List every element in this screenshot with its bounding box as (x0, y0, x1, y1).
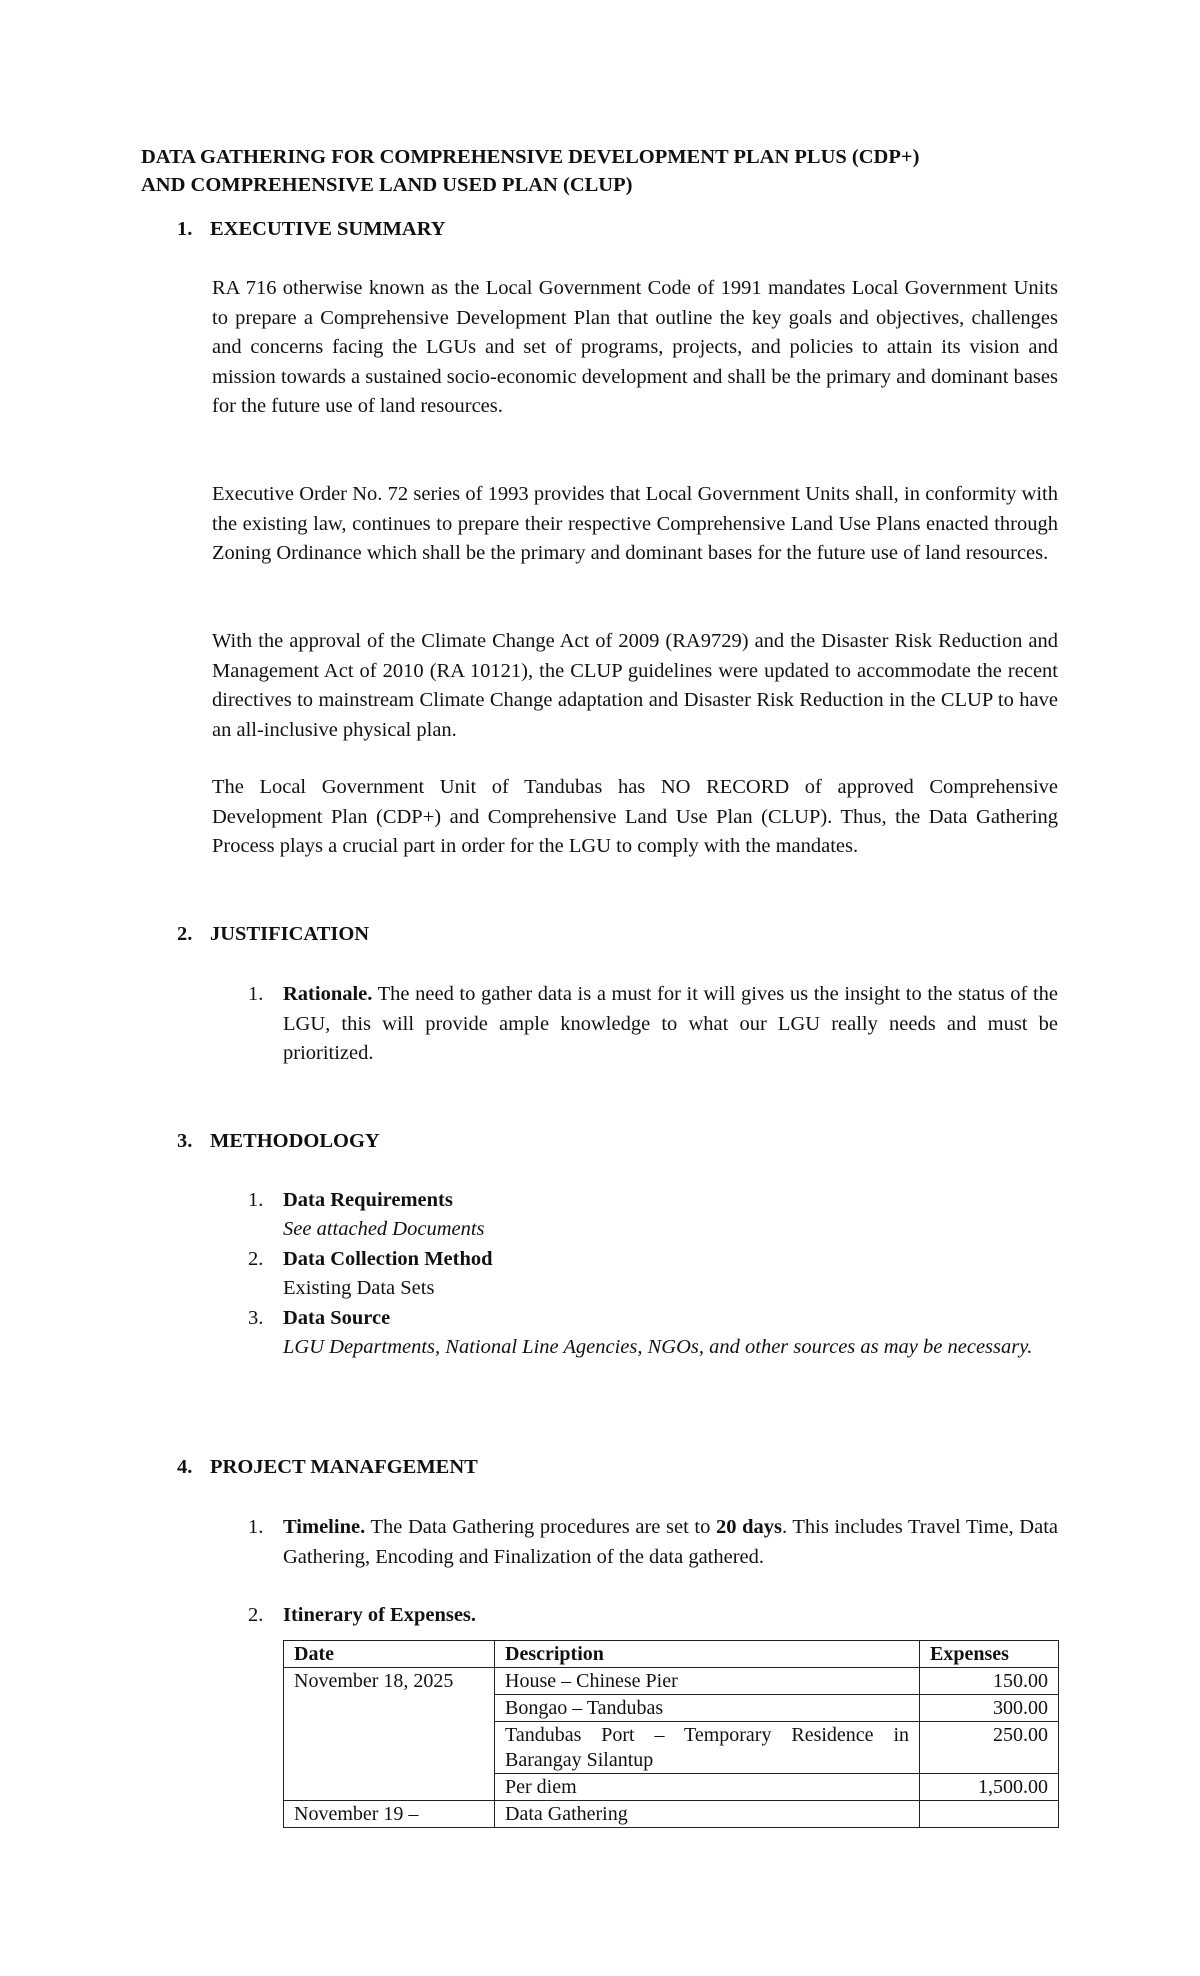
section-2-heading (177, 920, 369, 950)
executive-summary-paragraph-3: With the approval of the Climate Change Act of 2009 (RA9729) and the Disaster Risk Reduction and Management Act of 2010 (RA 10121), the CLUP guidelines were updated to accommodate the recent directives to mainstream Climate Change adaptation and Disaster Risk Reduction in the CLUP to have an all-inclusive physical plan. (212, 630, 1058, 741)
methodology-item-2-number: 2. (248, 1248, 264, 1270)
table-header-row (284, 1641, 1059, 1668)
timeline-text-post: . This includes Travel Time, Data Gathering, Encoding and Finalization of the data gathered. (283, 1516, 1058, 1568)
rationale-item (283, 980, 1058, 1069)
row-description: Bongao – Tandubas (495, 1695, 920, 1722)
section-4-number: 4. (177, 1456, 193, 1478)
section-1-title: EXECUTIVE SUMMARY (210, 218, 446, 240)
header-description: Description (495, 1641, 920, 1668)
row-date: November 19 – (284, 1801, 495, 1828)
row-date: November 18, 2025 (284, 1668, 495, 1801)
methodology-item-1-text: See attached Documents (283, 1218, 485, 1240)
header-expenses: Expenses (920, 1641, 1059, 1668)
section-3-number: 3. (177, 1130, 193, 1152)
section-3-title: METHODOLOGY (210, 1130, 380, 1152)
executive-summary-paragraph-2: Executive Order No. 72 series of 1993 provides that Local Government Units shall, in conformity with the existing law, continues to prepare their respective Comprehensive Land Use Plans enacted through Zoning Ordinance which shall be the primary and dominant bases for the future use of land resources. (212, 483, 1058, 564)
timeline-text-pre: The Data Gathering procedures are set to (365, 1516, 716, 1538)
timeline-item (283, 1513, 1058, 1572)
timeline-days: 20 days (715, 1516, 782, 1538)
methodology-item-1-heading: Data Requirements (283, 1189, 453, 1211)
section-3-heading (177, 1127, 380, 1157)
methodology-item-2-heading: Data Collection Method (283, 1248, 493, 1270)
timeline-number: 1. (248, 1516, 264, 1538)
rationale-lead: Rationale. (283, 983, 373, 1005)
row-description: Data Gathering (495, 1801, 920, 1828)
executive-summary-paragraph-4: The Local Government Unit of Tandubas has NO RECORD of approved Comprehensive Development Plan (CDP+) and Comprehensive Land Use Plan (CLUP). Thus, the Data Gathering Process plays a crucial part in order for the LGU to comply with the mandates. (212, 776, 1058, 857)
rationale-number: 1. (248, 983, 264, 1005)
row-expense: 1,500.00 (920, 1774, 1059, 1801)
document-title (141, 143, 1061, 199)
row-description: Tandubas Port – Temporary Residence in Barangay Silantup (495, 1722, 920, 1774)
expenses-table (283, 1640, 1059, 1828)
methodology-item-3-heading: Data Source (283, 1307, 391, 1329)
row-expense (920, 1801, 1059, 1828)
table-row (284, 1668, 1059, 1695)
table-row (284, 1801, 1059, 1828)
methodology-item-3-text: LGU Departments, National Line Agencies, NGOs, and other sources as may be necessary. (283, 1336, 1033, 1358)
section-2-number: 2. (177, 923, 193, 945)
section-1-number: 1. (177, 218, 193, 240)
row-description: House – Chinese Pier (495, 1668, 920, 1695)
methodology-item-3-number: 3. (248, 1307, 264, 1329)
rationale-text: The need to gather data is a must for it will gives us the insight to the status of the LGU, this will provide ample knowledge to what our LGU really needs and must be prioritized. (283, 983, 1058, 1064)
methodology-item-2-text: Existing Data Sets (283, 1277, 435, 1299)
itinerary-number: 2. (248, 1604, 264, 1626)
row-description: Per diem (495, 1774, 920, 1801)
row-expense: 300.00 (920, 1695, 1059, 1722)
executive-summary-paragraph-1: RA 716 otherwise known as the Local Government Code of 1991 mandates Local Government Units to prepare a Comprehensive Development Plan that outline the key goals and objectives, challenges and concerns facing the LGUs and set of programs, projects, and policies to attain its vision and mission towards a sustained socio-economic development and shall be the primary and dominant bases for the future use of land resources. (212, 277, 1058, 417)
methodology-item-1-number: 1. (248, 1189, 264, 1211)
section-4-heading (177, 1453, 478, 1483)
timeline-lead: Timeline. (283, 1516, 366, 1538)
title-line-1: DATA GATHERING FOR COMPREHENSIVE DEVELOPMENT PLAN PLUS (CDP+) (141, 146, 920, 168)
section-1-heading (177, 215, 446, 245)
itinerary-heading: Itinerary of Expenses. (283, 1604, 477, 1626)
title-line-2: AND COMPREHENSIVE LAND USED PLAN (CLUP) (141, 174, 633, 196)
section-4-title: PROJECT MANAFGEMENT (210, 1456, 478, 1478)
section-2-title: JUSTIFICATION (210, 923, 370, 945)
row-expense: 250.00 (920, 1722, 1059, 1774)
row-expense: 150.00 (920, 1668, 1059, 1695)
header-date: Date (284, 1641, 495, 1668)
